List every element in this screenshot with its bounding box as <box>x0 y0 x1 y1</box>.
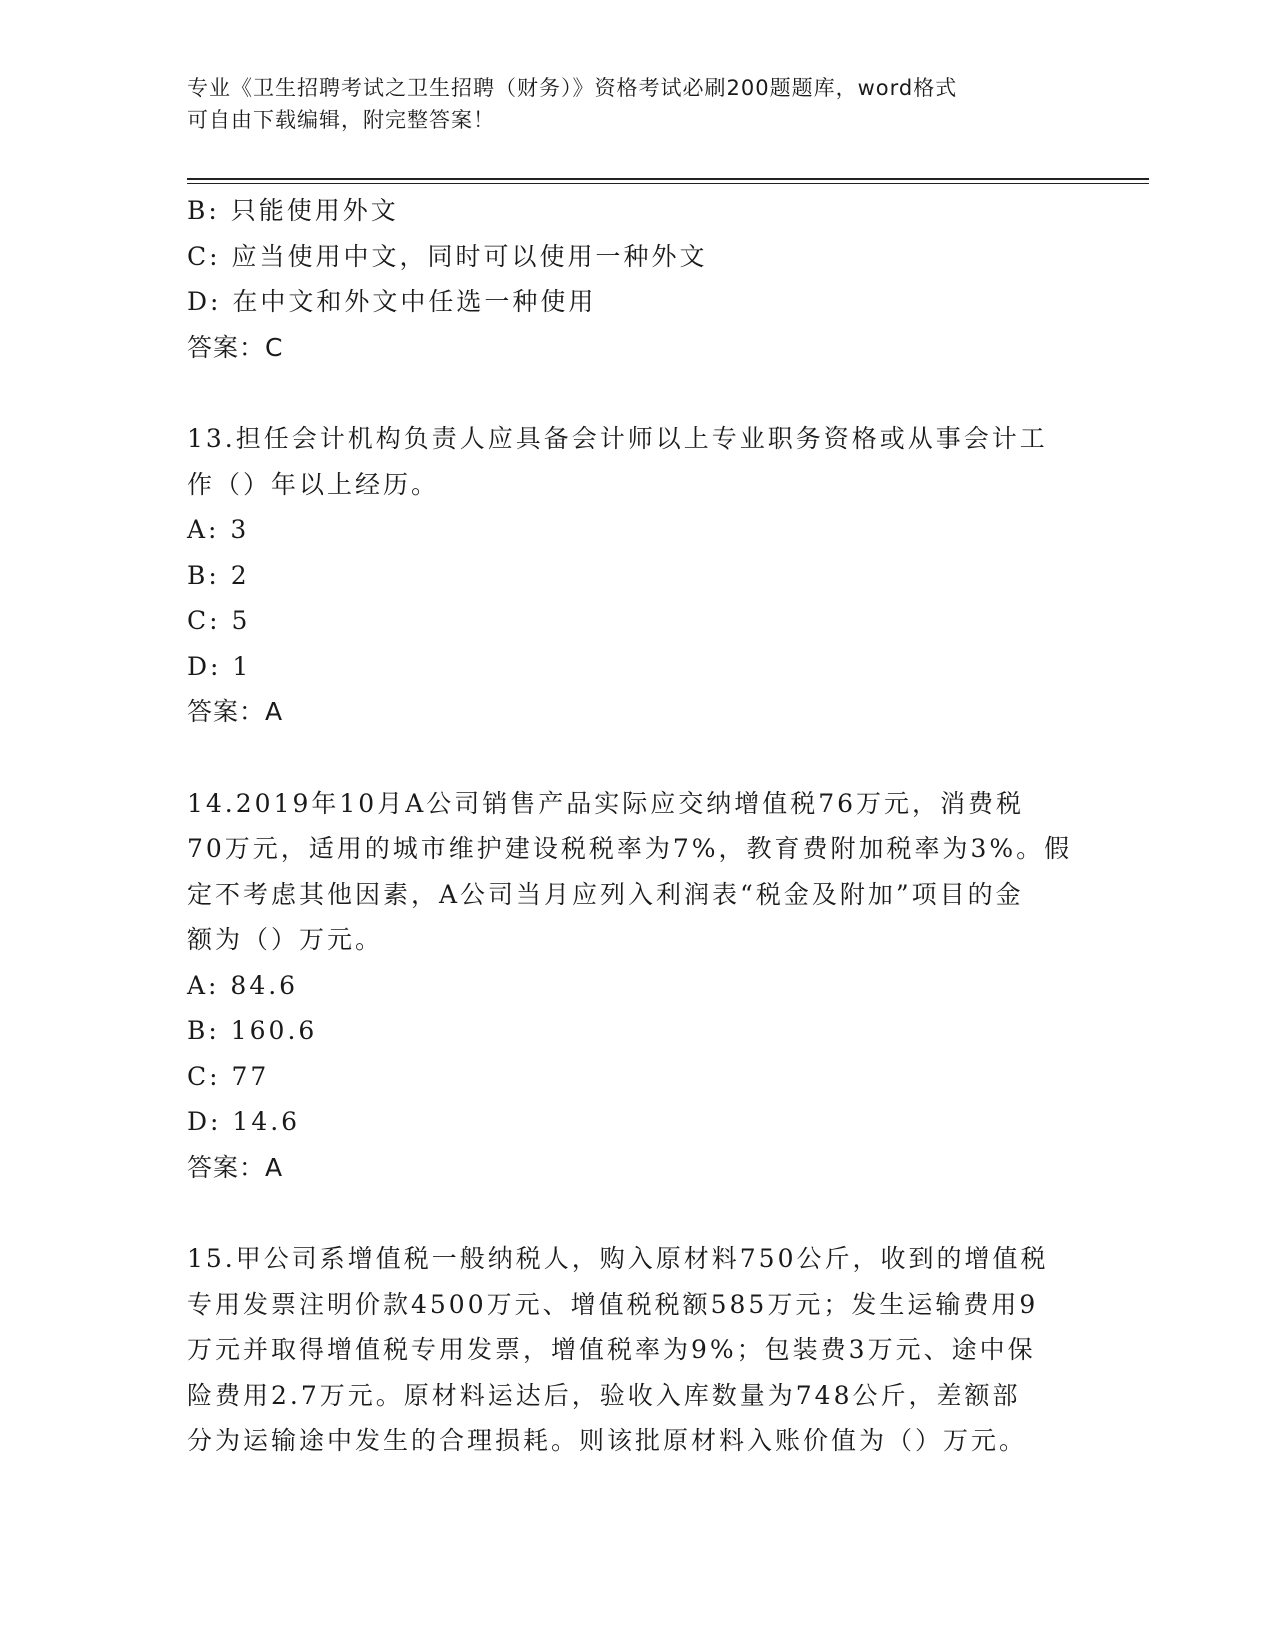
option-d: D: 14.6 <box>187 1107 301 1136</box>
question-stem-line: 万元并取得增值税专用发票，增值税率为9%；包装费3万元、途中保 <box>187 1335 1036 1364</box>
question-12-tail <box>187 188 1087 370</box>
question-stem-line: 额为（）万元。 <box>187 925 384 954</box>
option-c: C: 应当使用中文，同时可以使用一种外文 <box>187 241 708 271</box>
question-stem-line: 定不考虑其他因素，A公司当月应列入利润表“税金及附加”项目的金 <box>187 879 1024 909</box>
answer: 答案：C <box>187 332 284 362</box>
option-b: B: 只能使用外文 <box>187 196 399 225</box>
answer: 答案：A <box>187 697 284 726</box>
header-line-2: 可自由下载编辑，附完整答案！ <box>187 108 495 132</box>
question-stem-line: 专用发票注明价款4500万元、增值税税额585万元；发生运输费用9 <box>187 1289 1039 1319</box>
option-a: A: 3 <box>187 515 250 544</box>
option-a: A: 84.6 <box>187 970 299 1000</box>
document-header <box>187 72 1067 136</box>
question-stem-line: 险费用2.7万元。原材料运达后，验收入库数量为748公斤，差额部 <box>187 1380 1021 1410</box>
header-divider-thick <box>187 178 1149 180</box>
question-13 <box>187 416 1087 735</box>
question-stem-line: 分为运输途中发生的合理损耗。则该批原材料入账价值为（）万元。 <box>187 1426 1028 1455</box>
question-stem-line: 70万元，适用的城市维护建设税税率为7%，教育费附加税率为3%。假 <box>187 834 1073 863</box>
option-d: D: 在中文和外文中任选一种使用 <box>187 287 597 316</box>
answer: 答案：A <box>187 1152 284 1182</box>
question-stem-line: 14.2019年10月A公司销售产品实际应交纳增值税76万元，消费税 <box>187 788 1025 818</box>
question-14 <box>187 781 1087 1191</box>
question-stem-line: 15.甲公司系增值税一般纳税人，购入原材料750公斤，收到的增值税 <box>187 1244 1049 1273</box>
question-stem-line: 13.担任会计机构负责人应具备会计师以上专业职务资格或从事会计工 <box>187 424 1048 453</box>
option-b: B: 160.6 <box>187 1016 318 1045</box>
question-15 <box>187 1236 1087 1464</box>
option-c: C: 77 <box>187 1061 270 1091</box>
header-line-1: 专业《卫生招聘考试之卫生招聘（财务）》资格考试必刷200题题库，word格式 <box>187 76 958 100</box>
question-stem-line: 作（）年以上经历。 <box>187 469 440 499</box>
option-b: B: 2 <box>187 560 250 590</box>
option-c: C: 5 <box>187 606 251 635</box>
option-d: D: 1 <box>187 651 252 681</box>
header-divider-thin <box>187 183 1149 184</box>
question-content <box>187 188 1087 1464</box>
